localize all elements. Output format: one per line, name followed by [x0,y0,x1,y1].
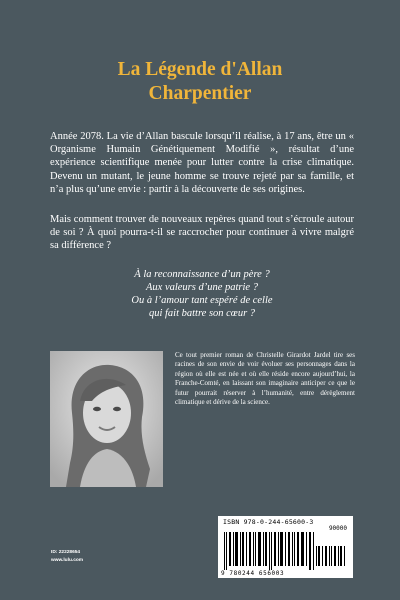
synopsis-paragraph-1: Année 2078. La vie d’Allan bascule lorsqu’il réalise, à 17 ans, être un « Organisme Humain Génétiquement Modifié », résultat d’une expérience scientifique menée pour lutter contre la crise climatique. Devenu un mutant, le jeune homme se trouve rejeté par sa famille, et n’a plus qu’une envie : partir à la découverte de ses origines. [50,131,354,195]
barcode-price-code: 90000 [328,525,347,532]
barcode-bars [222,526,349,570]
question-line: qui fait battre son cœur ? [148,308,256,319]
author-portrait-image [50,351,163,487]
publisher-url[interactable]: www.lulu.com [51,558,84,563]
question-line: Aux valeurs d’une patrie ? [146,282,258,293]
author-bio: Ce tout premier roman de Christelle Girardot Jardel tire ses racines de son envie de voir évoluer ses personnages dans la région où elle est née et où elle réside encore aujourd’hui, la Franche-Comté, en laissant son imaginaire anticiper ce que le futur pourrait réserver à l’humanité, entre dérèglement climatique et dérive de la science. [175,351,355,407]
author-photo [50,351,163,487]
publisher-id: ID: 22228654 [51,550,81,555]
question-line: Ou à l’amour tant espéré de celle [131,295,273,306]
barcode-digits: 9 780244 656003 [221,570,285,577]
isbn-text: ISBN 978-0-244-65600-3 [223,518,314,526]
book-title [0,58,400,106]
isbn-barcode [218,516,353,578]
book-title-line-1: La Légende d'Allan [117,59,283,80]
questions-block [50,268,354,320]
book-title-line-2: Charpentier [148,83,252,104]
question-line: À la reconnaissance d’un père ? [134,269,270,280]
synopsis-paragraph-2: Mais comment trouver de nouveaux repères quand tout s’écroule autour de soi ? À quoi pourra-t-il se raccrocher pour continuer à vivre malgré sa différence ? [50,214,354,252]
